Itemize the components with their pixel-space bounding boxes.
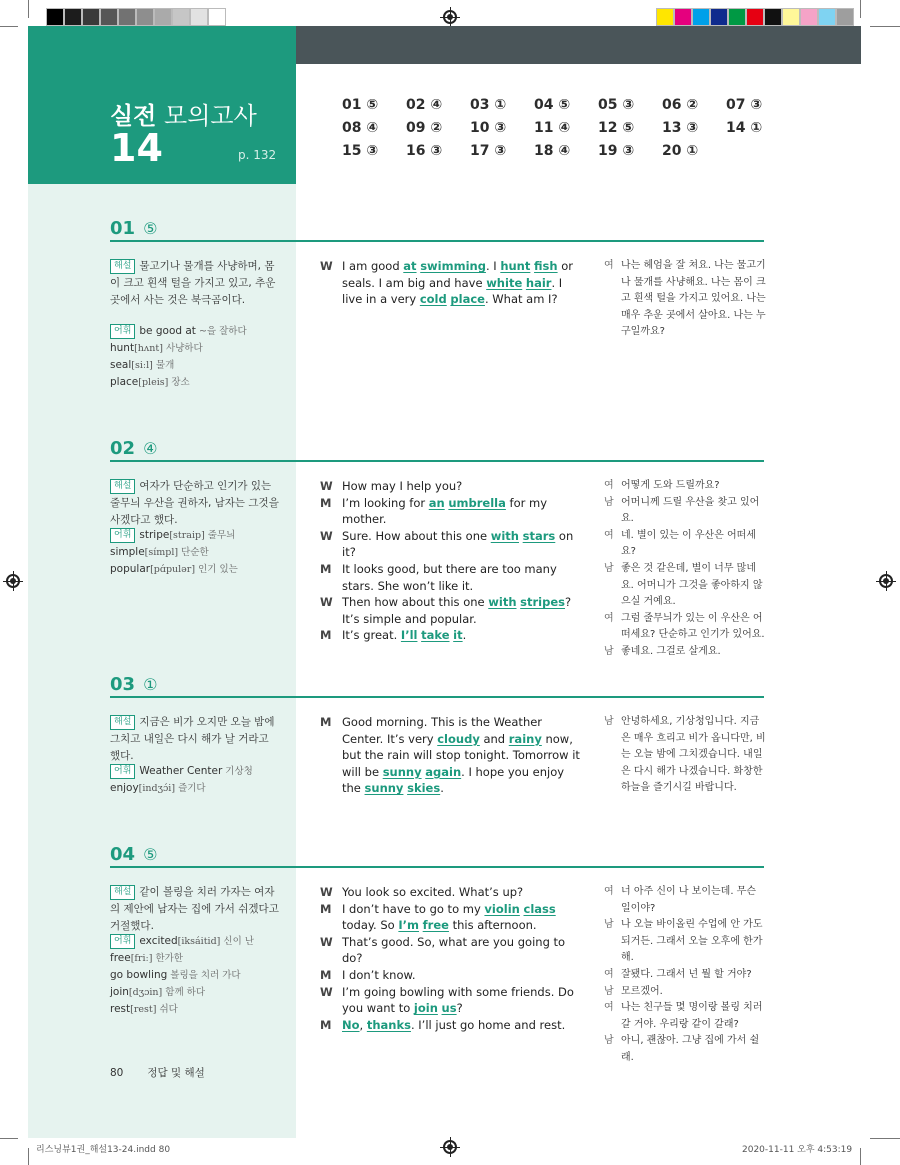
vocab-word: Weather Center (139, 765, 223, 777)
vocab-word: place (110, 376, 139, 388)
dictation-blank: fish (534, 259, 558, 273)
vocab-word: enjoy (110, 782, 139, 794)
dictation-blank: I’m (398, 918, 420, 933)
crop-mark (0, 26, 18, 27)
explanation-tag: 해설 (110, 259, 135, 274)
dictation-blank: an (428, 495, 445, 510)
dictation-blank: swimming (420, 259, 486, 273)
vocab-pronunciation: [siːl] (131, 360, 153, 371)
dictation-blank: rainy (508, 731, 542, 746)
dictation-blank: join (413, 1001, 438, 1016)
explanation (110, 258, 282, 309)
translation-text: 모르겠어. (621, 985, 663, 997)
vocab-item (110, 561, 290, 578)
dictation-blank: again (425, 764, 462, 779)
dictation-blank: with (488, 595, 517, 610)
dialogue-text: I am good at swimming. I hunt fish or seals. I am big and have white hair. I live in a very cold place. What am I? (342, 259, 574, 307)
dictation-blank: skies (407, 781, 441, 796)
answer-item: 16 ③ (406, 143, 443, 159)
dialogue-text: It looks good, but there are too many stars. She won’t like it. (342, 561, 557, 593)
answer-item: 05 ③ (598, 97, 635, 113)
dialogue-line (320, 594, 582, 627)
vocab-meaning: 사냥하다 (162, 343, 203, 354)
vocab-word: go bowling (110, 969, 168, 981)
gray-calibration-bar (46, 8, 226, 26)
speaker-label: M (320, 1017, 332, 1032)
dialogue-text: That’s good. So, what are you going to do? (342, 934, 566, 966)
dictation-blank: stars (522, 528, 556, 543)
dialogue-line (320, 884, 582, 901)
translation-text: 너 아주 신이 나 보이는데. 무슨 일이야? (621, 886, 756, 914)
section-divider (110, 460, 764, 462)
speaker-label: 남 (604, 985, 614, 997)
answer-item: 03 ① (470, 97, 507, 113)
dictation-blank: cloudy (437, 731, 480, 746)
dialogue-line (320, 967, 582, 984)
translation-text: 나 오늘 바이올린 수업에 안 가도 되거든. 그래서 오늘 오후에 한가해. (621, 919, 763, 964)
translation-line (604, 967, 766, 984)
translation-text: 어머니께 드릴 우산을 찾고 있어요. (621, 496, 760, 525)
question-number: 03 ① (110, 674, 158, 695)
speaker-label: M (320, 561, 332, 576)
dictation-blank: class (523, 901, 556, 916)
dialogue-script (320, 714, 582, 797)
translation-line (604, 1033, 766, 1066)
vocab-word: seal (110, 359, 132, 371)
registration-mark-icon (879, 574, 893, 588)
dictation-blank: it (453, 628, 463, 643)
dialogue-text: I don’t have to go to my violin class today. So I’m free this afternoon. (342, 901, 556, 933)
vocab-word: hunt (110, 342, 135, 354)
question-number: 02 ④ (110, 438, 158, 459)
dialogue-line (320, 258, 582, 308)
translation-line (604, 884, 766, 917)
explanation (110, 884, 282, 935)
speaker-label: 여 (604, 529, 614, 541)
answer-item: 01 ⑤ (342, 97, 379, 113)
speaker-label: W (320, 479, 333, 493)
translation-line (604, 984, 766, 1001)
answer-key (342, 97, 790, 160)
dialogue-line (320, 627, 582, 644)
translation-line (604, 714, 766, 797)
speaker-label: M (320, 628, 332, 643)
answer-item: 20 ① (662, 143, 699, 159)
explanation (110, 478, 282, 529)
answer-item: 04 ⑤ (534, 97, 571, 113)
dialogue-line (320, 934, 582, 967)
speaker-label: W (320, 934, 333, 949)
crop-mark (0, 1138, 18, 1139)
dictation-blank: hair (525, 275, 552, 290)
dictation-blank: free (422, 918, 449, 933)
page-number: 80 (110, 1067, 124, 1079)
vocab-item (110, 933, 290, 950)
vocab-item (110, 527, 290, 544)
dictation-blank: white (486, 275, 523, 290)
explanation-tag: 해설 (110, 479, 135, 494)
dialogue-text: Then how about this one with stripes? It’s simple and popular. (342, 595, 572, 626)
speaker-label: 여 (604, 612, 614, 624)
translation-text: 좋네요. 그걸로 살게요. (621, 645, 721, 657)
vocab-meaning: ~을 잘하다 (195, 326, 247, 337)
dictation-blank: hunt (500, 259, 531, 273)
vocab-pronunciation: [straip] (169, 530, 205, 541)
vocab-meaning: 줄무늬 (204, 530, 236, 541)
dictation-blank: with (490, 528, 519, 543)
translation-text: 나는 헤엄을 잘 쳐요. 나는 물고기나 물개를 사냥해요. 나는 몸이 크고 흰색 털을 가지고 있어요. 나는 매우 추운 곳에서 살아요. 나는 누구일까요? (621, 260, 766, 338)
vocab-item (110, 323, 290, 340)
dictation-blank: No (342, 1017, 360, 1032)
vocab-word: popular (110, 563, 151, 575)
vocab-item (110, 763, 290, 780)
vocab-meaning: 인기 있는 (195, 564, 238, 575)
vocab-item (110, 340, 290, 357)
vocab-word: rest (110, 1003, 131, 1015)
explanation-tag: 해설 (110, 885, 135, 900)
speaker-label: 남 (604, 496, 614, 508)
vocab-word: simple (110, 546, 145, 558)
dialogue-line (320, 561, 582, 594)
translation-text: 그럼 줄무늬가 있는 이 우산은 어떠세요? 단순하고 인기가 있어요. (621, 612, 765, 641)
dialogue-text: I’m looking for an umbrella for my mother. (342, 495, 548, 527)
speaker-label: 남 (604, 645, 614, 657)
dictation-blank: I’ll (400, 628, 418, 643)
crop-mark (860, 0, 861, 18)
dialogue-text: I’m going bowling with some friends. Do you want to join us? (342, 984, 574, 1016)
translation-text: 좋은 것 같은데, 별이 너무 많네요. 어머니가 그것을 좋아하지 않으실 거예요. (621, 562, 763, 608)
vocab-meaning: 물개 (152, 360, 175, 371)
registration-mark-icon (6, 574, 20, 588)
page-title: 실전 모의고사 (110, 102, 257, 130)
slug-timestamp: 2020-11-11 오후 4:53:19 (742, 1145, 853, 1155)
dialogue-line (320, 984, 582, 1017)
vocab-item (110, 374, 290, 391)
vocab-pronunciation: [hʌnt] (134, 343, 163, 354)
dictation-blank: cold (419, 292, 447, 307)
registration-mark-icon (443, 10, 457, 24)
translation-line (604, 478, 766, 495)
dictation-blank: sunny (382, 764, 422, 779)
korean-translation (604, 884, 766, 1067)
vocab-meaning: 즐기다 (175, 783, 206, 794)
speaker-label: W (320, 259, 333, 273)
translation-line (604, 917, 766, 967)
speaker-label: 남 (604, 1035, 614, 1047)
answer-item: 07 ③ (726, 97, 763, 113)
translation-text: 잘됐다. 그래서 넌 뭘 할 거야? (621, 968, 752, 980)
answer-item: 06 ② (662, 97, 699, 113)
vocab-item (110, 1001, 290, 1018)
vocab-word: excited (139, 935, 178, 947)
vocabulary-list (110, 763, 290, 797)
vocab-pronunciation: [friː] (130, 953, 153, 964)
dialogue-line (320, 714, 582, 797)
answer-item: 14 ① (726, 120, 763, 136)
page-reference: p. 132 (238, 148, 277, 162)
dialogue-script (320, 258, 582, 308)
section-divider (110, 240, 764, 242)
dictation-blank: stripes (520, 595, 566, 610)
translation-line (604, 495, 766, 528)
answer-item: 08 ④ (342, 120, 379, 136)
answer-item: 15 ③ (342, 143, 379, 159)
translation-line (604, 258, 766, 341)
speaker-label: W (320, 528, 333, 543)
dictation-blank: violin (484, 901, 520, 916)
korean-translation (604, 258, 766, 341)
explanation-text: 지금은 비가 오지만 오늘 밤에 그치고 내일은 다시 해가 날 거라고 했다. (110, 716, 275, 762)
question-answer: ⑤ (143, 219, 158, 238)
speaker-label: 남 (604, 562, 614, 574)
dictation-blank: take (421, 628, 450, 643)
translation-text: 어떻게 도와 드릴까요? (621, 480, 720, 491)
slug-filename: 리스닝뷰1권_해설13-24.indd 80 (36, 1145, 171, 1155)
page-footer (110, 1065, 205, 1080)
speaker-label: 남 (604, 716, 614, 727)
dialogue-script (320, 884, 582, 1033)
vocab-word: join (110, 986, 129, 998)
vocab-meaning: 볼링을 치러 가다 (167, 970, 241, 981)
dialogue-text: Sure. How about this one with stars on it? (342, 528, 574, 560)
vocabulary-tag: 어휘 (110, 528, 135, 543)
vocab-item (110, 967, 290, 984)
dialogue-text: I don’t know. (342, 967, 416, 982)
explanation-text: 같이 볼링을 치러 가자는 여자의 제안에 남자는 집에 가서 쉬겠다고 거절했다. (110, 886, 279, 932)
vocab-item (110, 544, 290, 561)
dialogue-text: How may I help you? (342, 479, 463, 493)
speaker-label: W (320, 885, 333, 899)
section-divider (110, 696, 764, 698)
vocab-word: stripe (139, 529, 170, 541)
vocab-meaning: 신이 난 (220, 936, 254, 947)
vocab-item (110, 950, 290, 967)
question-number: 04 ⑤ (110, 844, 158, 865)
explanation-tag: 해설 (110, 715, 135, 730)
question-answer: ④ (143, 439, 158, 458)
vocab-meaning: 장소 (168, 377, 190, 388)
dictation-blank: umbrella (448, 495, 506, 510)
registration-mark-icon (443, 1140, 457, 1154)
speaker-label: W (320, 595, 333, 610)
speaker-label: 남 (604, 919, 614, 931)
vocab-word: free (110, 952, 131, 964)
dictation-blank: place (450, 292, 485, 307)
vocab-meaning: 단순한 (178, 547, 209, 558)
answer-item: 10 ③ (470, 120, 507, 136)
question-answer: ⑤ (143, 845, 158, 864)
translation-line (604, 1000, 766, 1033)
vocab-item (110, 780, 290, 797)
vocab-word: be good at (139, 325, 196, 337)
vocab-pronunciation: [dʒɔin] (128, 987, 163, 998)
vocab-pronunciation: [pɑ́pulər] (150, 564, 196, 575)
answer-item: 02 ④ (406, 97, 443, 113)
speaker-label: W (320, 984, 333, 999)
answer-item: 11 ④ (534, 120, 571, 136)
vocabulary-list (110, 933, 290, 1018)
explanation-text: 여자가 단순하고 인기가 있는 줄무늬 우산을 권하자, 남자는 그것을 사겠다고 했다. (110, 480, 279, 526)
dialogue-text: No, thanks. I’ll just go home and rest. (342, 1017, 566, 1032)
speaker-label: M (320, 967, 332, 982)
speaker-label: 여 (604, 260, 614, 271)
vocab-meaning: 함께 하다 (162, 987, 206, 998)
dialogue-line (320, 528, 582, 561)
translation-text: 안녕하세요, 기상청입니다. 지금은 매우 흐리고 비가 옵니다만, 비는 오늘 밤에 그치겠습니다. 내일은 다시 해가 나겠습니다. 화창한 하늘을 즐기시길 바랍니다. (621, 716, 766, 794)
vocab-item (110, 357, 290, 374)
vocabulary-tag: 어휘 (110, 764, 135, 779)
section-divider (110, 866, 764, 868)
dialogue-text: It’s great. I’ll take it. (342, 628, 467, 643)
footer-label: 정답 및 해설 (147, 1067, 205, 1079)
translation-line (604, 611, 766, 644)
speaker-label: M (320, 495, 332, 510)
translation-line (604, 561, 766, 611)
dialogue-script (320, 478, 582, 644)
vocab-meaning: 기상청 (222, 766, 253, 777)
speaker-label: M (320, 901, 332, 916)
dictation-blank: thanks (366, 1017, 411, 1032)
translation-line (604, 528, 766, 561)
translation-text: 아니, 괜찮아. 그냥 집에 가서 쉴래. (621, 1035, 760, 1063)
crop-mark (28, 0, 29, 18)
korean-translation (604, 478, 766, 661)
vocab-pronunciation: [indʒɔ́i] (138, 783, 176, 794)
dialogue-line (320, 478, 582, 495)
crop-mark (28, 1148, 29, 1165)
speaker-label: M (320, 715, 332, 729)
vocabulary-tag: 어휘 (110, 324, 135, 339)
speaker-label: 여 (604, 886, 614, 897)
question-answer: ① (143, 675, 158, 694)
color-calibration-bar (656, 8, 854, 26)
vocabulary-tag: 어휘 (110, 934, 135, 949)
answer-item: 17 ③ (470, 143, 507, 159)
answer-item: 19 ③ (598, 143, 635, 159)
answer-item: 13 ③ (662, 120, 699, 136)
explanation (110, 714, 282, 765)
crop-mark (860, 1148, 861, 1165)
dialogue-text: Good morning. This is the Weather Center. It’s very cloudy and rainy now, but the rain will stop tonight. Tomorrow it will be sunny again. I hope you enjoy the sunny skies. (342, 715, 580, 796)
vocab-meaning: 한가한 (152, 953, 183, 964)
speaker-label: 여 (604, 480, 614, 491)
crop-mark (870, 26, 900, 27)
vocab-meaning: 쉬다 (156, 1004, 178, 1015)
dialogue-line (320, 1017, 582, 1034)
vocab-pronunciation: [pleis] (138, 377, 169, 388)
answer-item: 18 ④ (534, 143, 571, 159)
answer-item: 12 ⑤ (598, 120, 635, 136)
vocab-pronunciation: [símpl] (144, 547, 179, 558)
dialogue-line (320, 901, 582, 934)
dictation-blank: us (441, 1001, 457, 1016)
vocab-item (110, 984, 290, 1001)
dictation-blank: at (403, 259, 417, 273)
translation-text: 네. 별이 있는 이 우산은 어떠세요? (621, 529, 756, 558)
korean-translation (604, 714, 766, 797)
dictation-blank: sunny (364, 781, 404, 796)
vocab-pronunciation: [rest] (130, 1004, 157, 1015)
question-number: 01 ⑤ (110, 218, 158, 239)
speaker-label: 여 (604, 1002, 614, 1014)
dialogue-line (320, 495, 582, 528)
test-number: 14 (110, 126, 163, 170)
answer-item: 09 ② (406, 120, 443, 136)
crop-mark (870, 1138, 900, 1139)
translation-text: 나는 친구들 몇 명이랑 볼링 치러 갈 거야. 우리랑 같이 갈래? (621, 1002, 763, 1030)
explanation-text: 물고기나 물개를 사냥하며, 몸이 크고 흰색 털을 가지고 있고, 추운 곳에서 사는 것은 북극곰이다. (110, 260, 276, 306)
dialogue-text: You look so excited. What’s up? (342, 885, 524, 899)
translation-line (604, 644, 766, 661)
vocabulary-list (110, 527, 290, 578)
speaker-label: 여 (604, 968, 614, 980)
vocab-pronunciation: [iksáitid] (177, 936, 221, 947)
vocabulary-list (110, 323, 290, 391)
